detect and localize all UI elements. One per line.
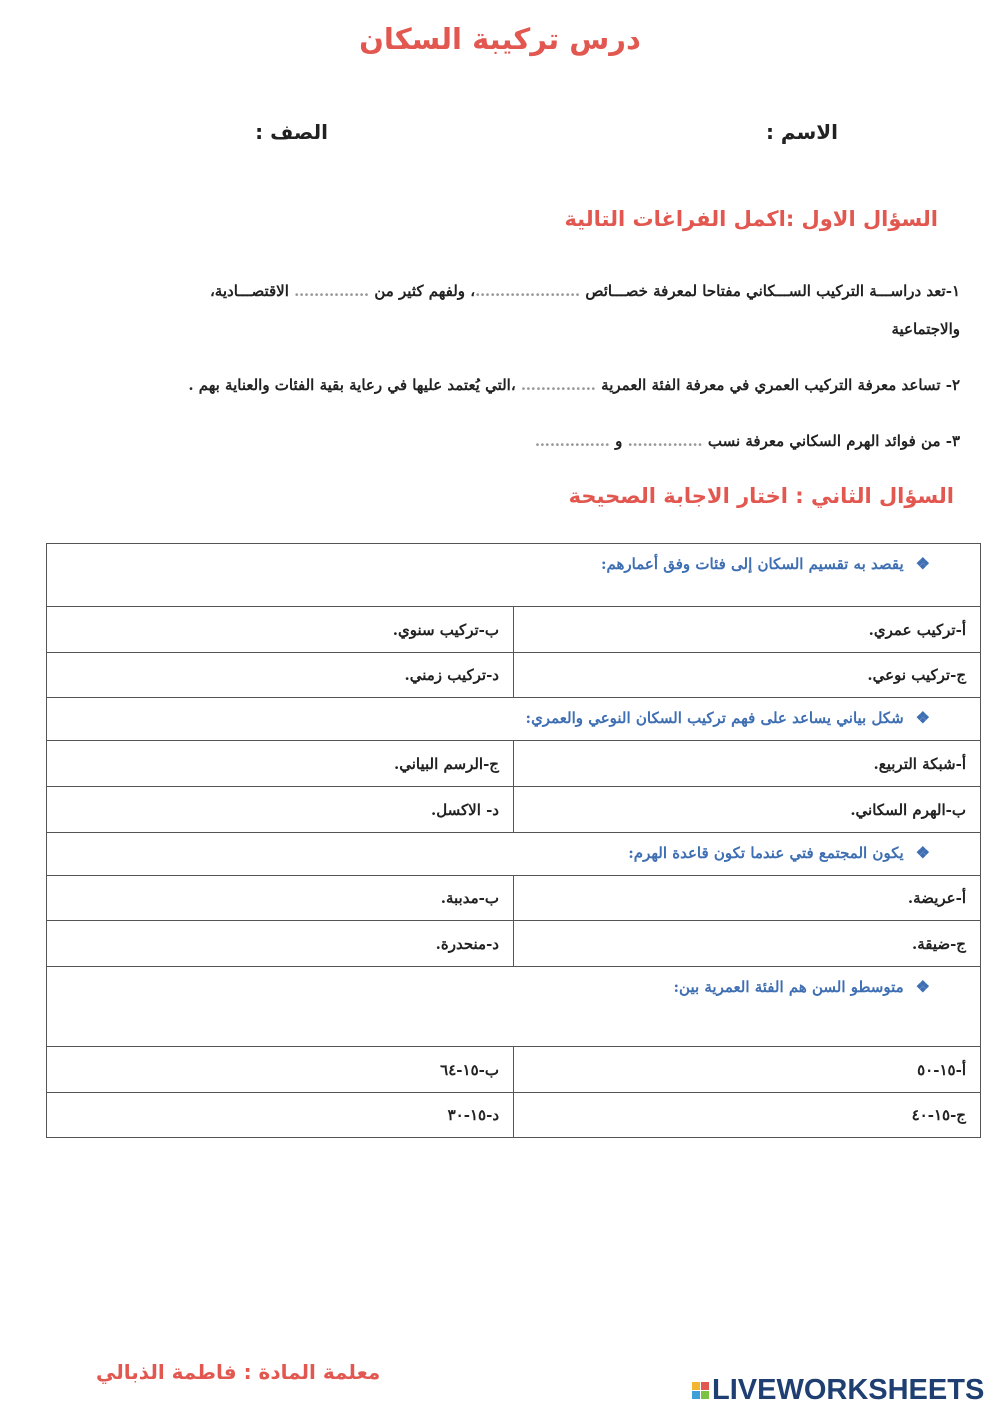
option-d[interactable]: د-تركيب زمني. — [47, 653, 514, 698]
option-b[interactable]: ب-تركيب سنوي. — [47, 607, 514, 653]
logo-squares-icon — [692, 1382, 709, 1399]
q1-line-2 — [188, 376, 960, 394]
question-stem: ❖يكون المجتمع فتي عندما تكون قاعدة الهرم: — [47, 833, 981, 876]
q1-line-2-prefix: ٢- تساعد معرفة التركيب العمري في معرفة الفئة العمرية — [601, 376, 960, 394]
q1-line-3-mid: و — [615, 432, 623, 450]
option-row — [47, 653, 981, 698]
q1-line-1-wrap: والاجتماعية — [891, 320, 960, 338]
option-row — [47, 1093, 981, 1138]
q1-line-1 — [210, 282, 960, 300]
q1-line-2-end: ،التي يُعتمد عليها في رعاية بقية الفئات والعناية بهم . — [188, 376, 516, 394]
page-title: درس تركيبة السكان — [359, 22, 641, 56]
question-stem: ❖يقصد به تقسيم السكان إلى فئات وفق أعمارهم: — [47, 544, 981, 607]
question-row — [47, 544, 981, 607]
question-row — [47, 833, 981, 876]
teacher-credit: معلمة المادة : فاطمة الذبالي — [96, 1360, 381, 1384]
option-b[interactable]: ب-١٥-٦٤ — [47, 1047, 514, 1093]
mcq-table — [46, 543, 981, 1138]
diamond-bullet-icon: ❖ — [915, 843, 930, 862]
option-row — [47, 787, 981, 833]
question-2-heading: السؤال الثاني : اختار الاجابة الصحيحة — [568, 484, 954, 508]
blank-4[interactable]: …………… — [627, 432, 703, 450]
q1-line-3 — [535, 432, 960, 450]
option-c[interactable]: ب-الهرم السكاني. — [514, 787, 981, 833]
option-c[interactable]: ج-ضيقة. — [514, 921, 981, 967]
option-a[interactable]: أ-١٥-٥٠ — [514, 1047, 981, 1093]
blank-1[interactable]: ………………… — [475, 282, 581, 300]
diamond-bullet-icon: ❖ — [915, 554, 930, 573]
option-d[interactable]: د- الاكسل. — [47, 787, 514, 833]
question-stem: ❖شكل بياني يساعد على فهم تركيب السكان النوعي والعمري: — [47, 698, 981, 741]
blank-3[interactable]: …………… — [520, 376, 596, 394]
question-stem: ❖متوسطو السن هم الفئة العمرية بين: — [47, 967, 981, 1047]
class-label: الصف : — [255, 120, 328, 144]
diamond-bullet-icon: ❖ — [915, 708, 930, 727]
blank-5[interactable]: …………… — [534, 432, 610, 450]
option-a[interactable]: أ-عريضة. — [514, 876, 981, 921]
question-1-heading: السؤال الاول :اكمل الفراغات التالية — [564, 207, 938, 231]
option-a[interactable]: أ-تركيب عمري. — [514, 607, 981, 653]
option-d[interactable]: د-١٥-٣٠ — [47, 1093, 514, 1138]
q1-line-1-mid: ، ولفهم كثير من — [374, 282, 476, 300]
name-label: الاسم : — [765, 120, 838, 144]
question-row — [47, 698, 981, 741]
logo-text: LIVEWORKSHEETS — [712, 1374, 985, 1406]
option-a[interactable]: أ-شبكة التربيع. — [514, 741, 981, 787]
q1-line-1-end: الاقتصـــادية، — [209, 282, 289, 300]
option-d[interactable]: د-منحدرة. — [47, 921, 514, 967]
option-b[interactable]: ب-مدببة. — [47, 876, 514, 921]
option-c[interactable]: ج-تركيب نوعي. — [514, 653, 981, 698]
blank-2[interactable]: …………… — [294, 282, 370, 300]
question-row — [47, 967, 981, 1047]
option-row — [47, 741, 981, 787]
option-row — [47, 876, 981, 921]
q1-line-3-prefix: ٣- من فوائد الهرم السكاني معرفة نسب — [707, 432, 960, 450]
option-row — [47, 607, 981, 653]
liveworksheets-logo — [692, 1374, 984, 1407]
q1-line-1-prefix: ١-تعد دراســـة التركيب الســـكاني مفتاحا لمعرفة خصـــائص — [585, 282, 960, 300]
option-b[interactable]: ج-الرسم البياني. — [47, 741, 514, 787]
option-row — [47, 921, 981, 967]
diamond-bullet-icon: ❖ — [915, 977, 930, 996]
option-row — [47, 1047, 981, 1093]
option-c[interactable]: ج-١٥-٤٠ — [514, 1093, 981, 1138]
